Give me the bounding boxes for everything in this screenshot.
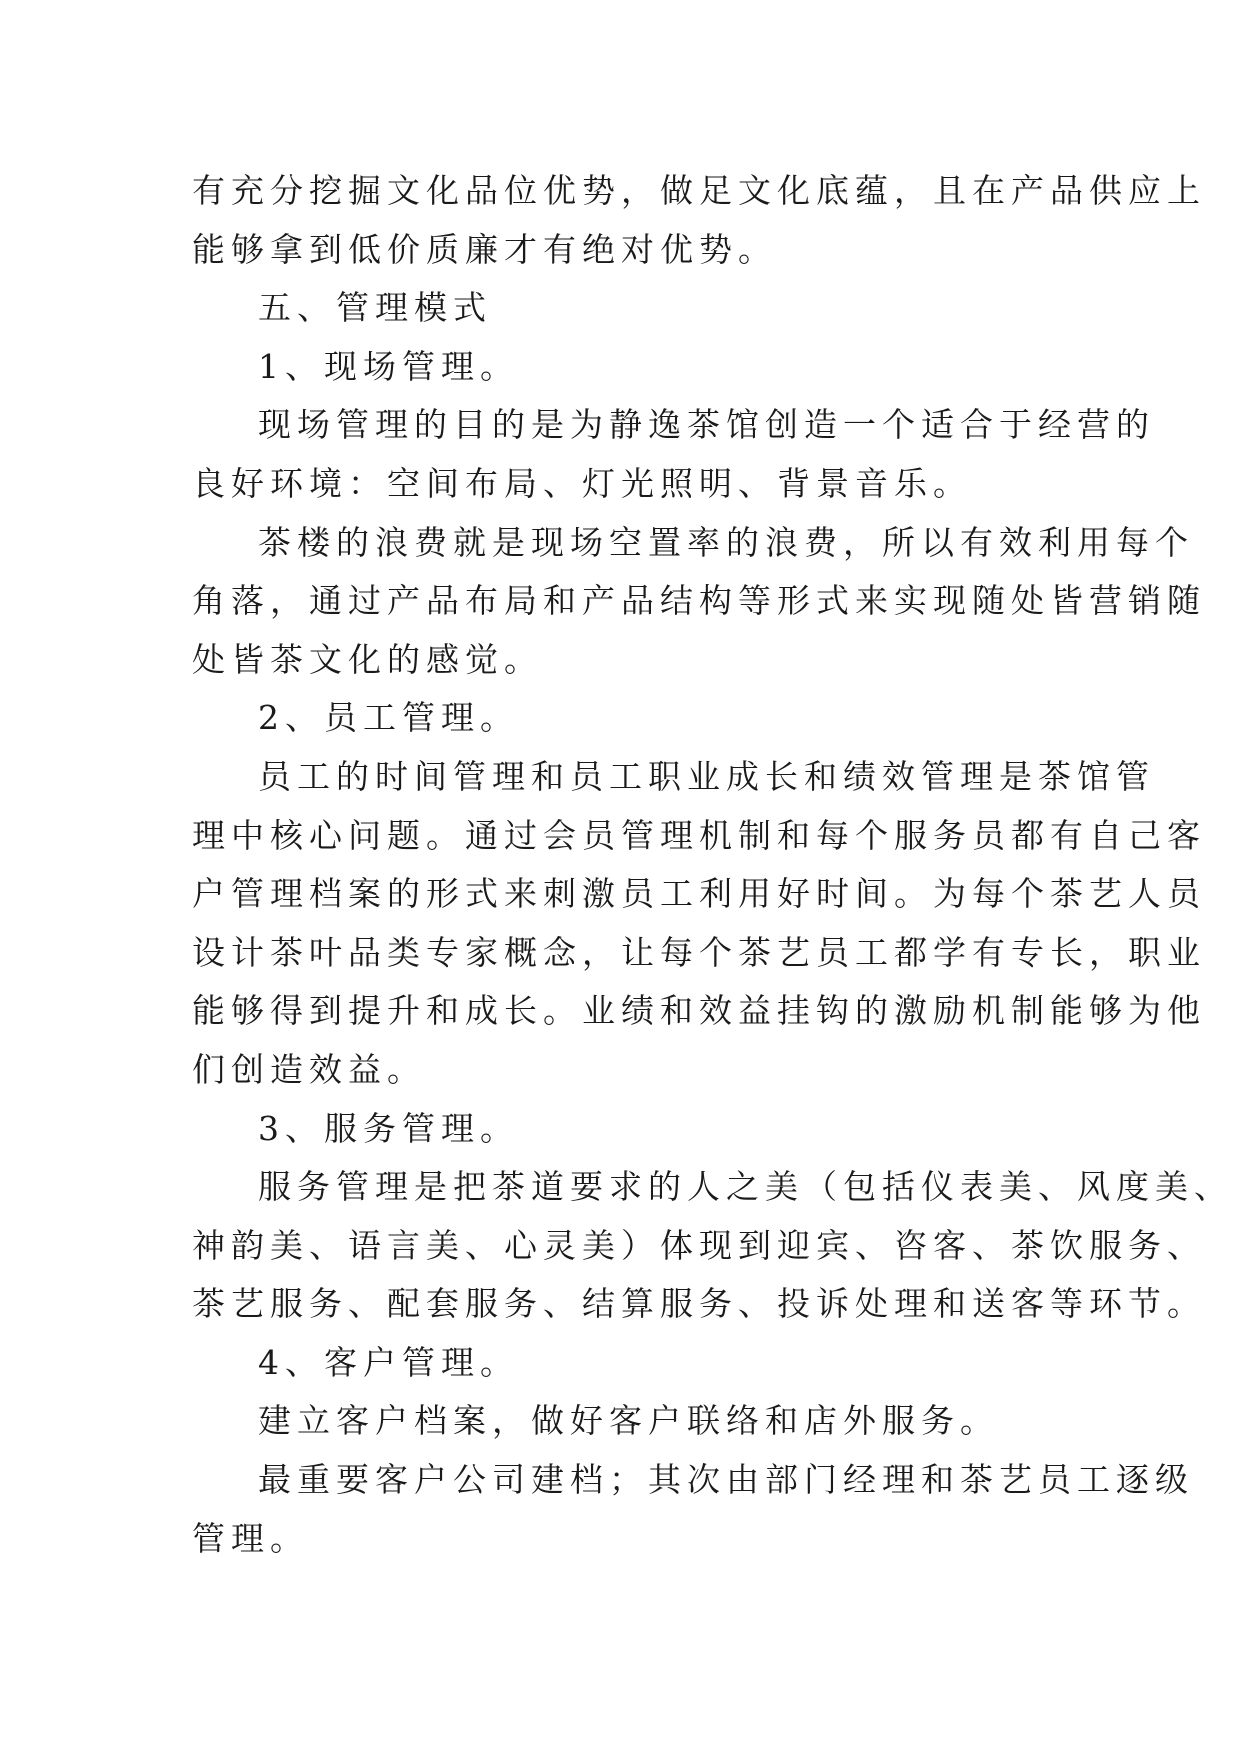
text-line: 建立客户档案，做好客户联络和店外服务。	[258, 1401, 999, 1441]
text-line: 角落，通过产品布局和产品结构等形式来实现随处皆营销随	[192, 581, 1206, 621]
subsection-heading: 3、服务管理。	[258, 1108, 519, 1148]
subsection-heading: 1、现场管理。	[258, 346, 519, 386]
text-line: 设计茶叶品类专家概念，让每个茶艺员工都学有专长，职业	[192, 932, 1206, 972]
text-line: 理中核心问题。通过会员管理机制和每个服务员都有自己客	[192, 815, 1206, 855]
text-line: 最重要客户公司建档；其次由部门经理和茶艺员工逐级	[258, 1460, 1194, 1500]
text-line: 户管理档案的形式来刺激员工利用好时间。为每个茶艺人员	[192, 874, 1206, 914]
subsection-heading: 2、员工管理。	[258, 698, 519, 738]
text-line: 服务管理是把茶道要求的人之美（包括仪表美、风度美、	[258, 1167, 1233, 1207]
text-line: 现场管理的目的是为静逸茶馆创造一个适合于经营的	[258, 405, 1155, 445]
text-line: 良好环境：空间布局、灯光照明、背景音乐。	[192, 463, 972, 503]
text-line: 处皆茶文化的感觉。	[192, 639, 543, 679]
text-line: 能够得到提升和成长。业绩和效益挂钩的激励机制能够为他	[192, 991, 1206, 1031]
text-line: 神韵美、语言美、心灵美）体现到迎宾、咨客、茶饮服务、	[192, 1225, 1206, 1265]
text-line: 茶艺服务、配套服务、结算服务、投诉处理和送客等环节。	[192, 1284, 1206, 1324]
subsection-heading: 4、客户管理。	[258, 1342, 519, 1382]
text-line: 员工的时间管理和员工职业成长和绩效管理是茶馆管	[258, 756, 1155, 796]
text-line: 有充分挖掘文化品位优势，做足文化底蕴，且在产品供应上	[192, 171, 1206, 210]
text-line: 们创造效益。	[192, 1049, 426, 1089]
body-text	[192, 162, 1233, 1568]
section-heading: 五、管理模式	[258, 288, 492, 328]
text-line: 能够拿到低价质廉才有绝对优势。	[192, 229, 777, 269]
text-line: 管理。	[192, 1518, 309, 1558]
text-line: 茶楼的浪费就是现场空置率的浪费，所以有效利用每个	[258, 522, 1194, 562]
